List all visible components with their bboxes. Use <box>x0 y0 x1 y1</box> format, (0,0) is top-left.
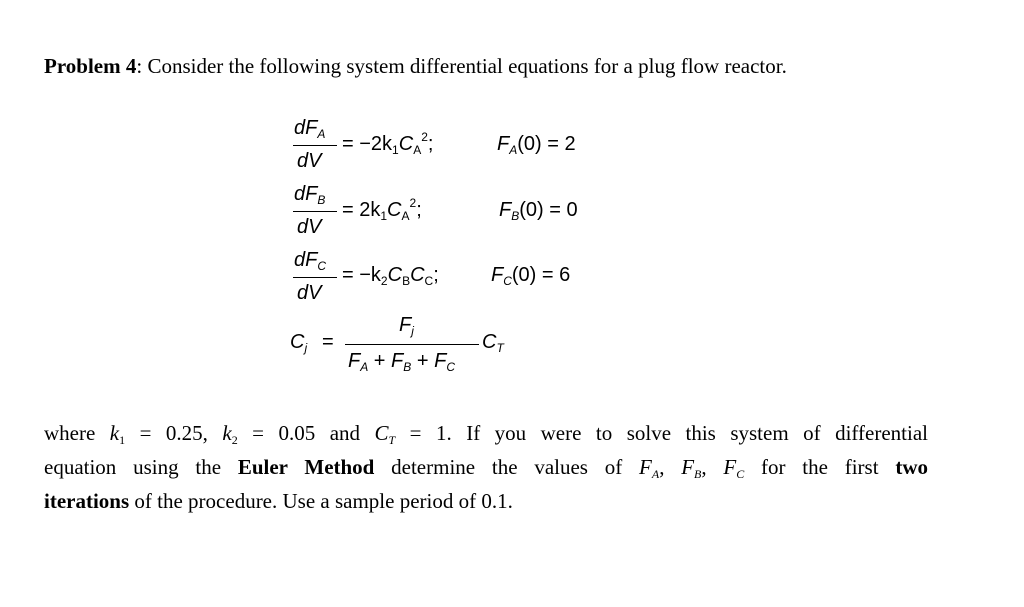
problem-text: Consider the following system differential equations for a plug flow reactor. <box>142 54 787 78</box>
problem-label: Problem 4 <box>44 54 137 78</box>
euler-method-text: Euler Method <box>237 455 375 479</box>
eq4-fraction-bar <box>345 344 479 345</box>
problem-instructions <box>44 418 928 517</box>
eq3-rhs: = $-k_2C_BC_C$; <box>342 264 439 288</box>
instructions-line-2: equation using the Euler Method determine the values of $F_A$, $F_B$, $F_C$ for the first two <box>44 455 929 481</box>
eq3-initial-condition: $F_C(0) = 6$ <box>491 264 571 288</box>
eq2-numerator: $dF_B$ <box>294 183 326 207</box>
eq3-denominator: dV <box>297 282 322 304</box>
eq3-numerator: $dF_C$ <box>294 249 327 273</box>
instructions-line-1: where $k_1 = 0.25$, $k_2 = 0.05$ and $C_T = 1$. If you were to solve this system of differential <box>44 421 928 447</box>
eq2-denominator: dV <box>297 216 322 238</box>
eq3-fraction-bar <box>293 277 337 278</box>
eq2-initial-condition: $F_B(0) = 0$ <box>499 199 578 223</box>
eq4-denominator: $F_A + F_B + F_C$ <box>348 350 455 374</box>
eq1-rhs: = $-2k_1C_A^2$; <box>342 130 434 157</box>
eq4-multiplier: $C_T$ <box>482 331 504 355</box>
eq1-numerator: $dF_A$ <box>294 117 326 141</box>
instructions-line-3: iterations of the procedure. Use a sample period of 0.1. <box>44 489 513 513</box>
eq1-initial-condition: $F_A(0) = 2$ <box>497 133 576 157</box>
eq2-fraction-bar <box>293 211 337 212</box>
eq4-numerator: $F_j$ <box>399 314 414 338</box>
eq1-fraction-bar <box>293 145 337 146</box>
problem-colon: : <box>136 54 143 78</box>
eq2-rhs: = $2k_1C_A^2$; <box>342 196 422 223</box>
eq1-denominator: dV <box>297 150 322 172</box>
eq4-lhs: $C_j$ <box>290 331 308 355</box>
eq4-equals: = <box>322 331 334 353</box>
problem-statement <box>44 54 787 79</box>
